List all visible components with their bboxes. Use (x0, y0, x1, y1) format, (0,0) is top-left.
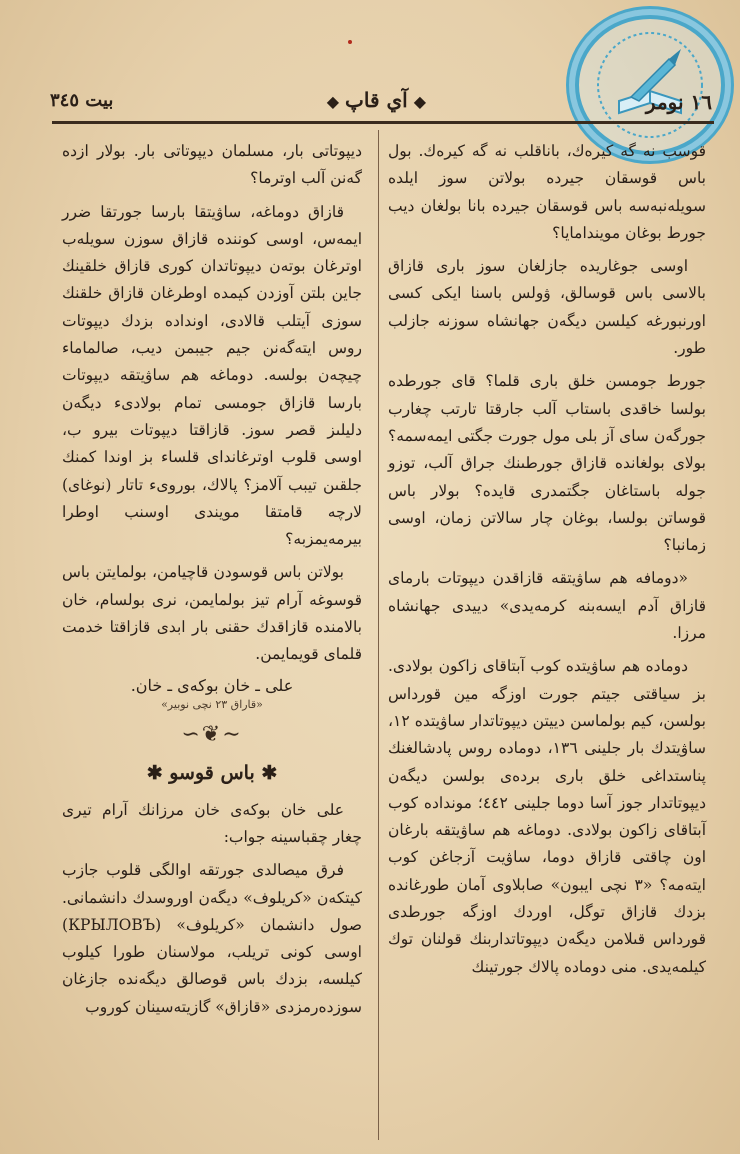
right-column (388, 138, 706, 987)
paragraph: بولاتن باس قوسودن قاچيامن، بولمايتن باس قوسوغه آرام تيز بولمايمن، نرى بولسام، خان بالامنده قازاقدك حقنى بار ابدى قازاقتا خدمت قلماى قويمايمن. (62, 563, 362, 664)
page-number: بيت ٣٤٥ (50, 90, 114, 111)
masthead-text: آي قاپ (345, 88, 408, 112)
section-title: ✱ باس قوسو ✱ (146, 761, 278, 784)
signature-date: «قاراق ٢٣ نچى نوبير» (161, 697, 263, 711)
left-column (62, 138, 362, 1027)
issue-number: ١٦ نومر (645, 90, 712, 114)
ornament-right-icon: ◆ (326, 92, 340, 111)
section-ornament: ∽❦∼ (181, 721, 243, 747)
header-rule (52, 121, 714, 124)
paragraph: «دومافە هم ساۋيتقه قازاقدن ديپوتات بارماى قازاق آدم ايسەبنە كرمەيدى» دييدى جهانشاه مرزا. (388, 569, 706, 643)
paragraph: اوسى جوغاريده جازلغان سوز بارى قازاق بالاسى باس قوسالق، ۋولس باسنا ايكى كسى اورنبورغە كيلسن ديگەن جهانشاه سوزنە جازلب طور. (388, 257, 706, 358)
paragraph: قازاق دوماغە، ساۋيتقا بارسا جورتقا ضرر ايمەس، اوسى كوننده قازاق سوزن سويلەب اوترغان بوتەن ديپوتاتدان كورى قازاق خلقينك جاين بلتن آوزدن كيمده اوطرغان قازاق خلقنك سوزى آيتلب قالادى، اونداده بزدك ديپوتات روس ايتەگەنن جيم جيبمن دیب، صالماماء چيچەن بولسە. دوماغه هم ساۋيتقه ديپوتات بارسا قازاق جومسى تمام بولادىء ديگەن دليلىز قصر سوز. قازاقتا ديپوتات بيرو ب، اوسى قلوب اوترغانداى قلساء بز اوندا كمنك جلقىن تيبب آلامز؟ پالاك، بوروىء تاتار (نوغاى) لارچه قامتقا مويندى اوسنب اوطرا بيرمەيمزبه؟ (62, 202, 362, 549)
paragraph: قوسب نه گه كيرەك، باناقلب نه گه كيرەك. بول باس قوسقان جيرده بولاتن سوز ايلدە سويلەنبەسە باس قوسقان جيرده بانا بولغان دیب جورط بوغان مويندامايا؟ (388, 142, 706, 242)
signature: على ـ خان بوكەى ـ خان. (130, 675, 294, 695)
column-divider (378, 130, 379, 1140)
paragraph: ديپوتاتى بار، مسلمان ديپوتاتى بار. بولار ازده گەنن آلب اوترما؟ (62, 142, 362, 188)
ink-spot (348, 40, 352, 44)
section-body: فرق ميصالدى جورتقه اوالگى قلوب جازب كيتكەن «كريلوف» ديگەن اوروسدك دانشمانى. صول دانشمان «كريلوف» (КРЫЛОВЪ) اوسى كونى تريلب، مولاسنان طورا كيلوب كيلسه، بزدك باس قوصالق ديگەنده جازغان سوزدەرمزدى «قازاق» گازيتەسينان كوروب (62, 861, 362, 1016)
section-intro: على خان بوكەى خان مرزانك آرام تيرى چغار چقباسينه جواب: (62, 800, 362, 846)
masthead-title (321, 88, 432, 112)
page-header (50, 88, 712, 118)
paragraph: جورط جومسن خلق بارى قلما؟ قاى جورطده بولسا خاقدى باستاب آلب جارقتا تارتب چغارب جورگەن ساى آز بلى مول جورت جگتى ايمەسمە؟ بولاى بولغاندە قازاق جورطىنك جراق آلب، توزو جوله باستاغان جگتمدرى قايده؟ بولار باس قوساتن بولسا، بوغان چار سالاتن زمان، اوسى زمانبا؟ (388, 372, 706, 555)
paragraph: دوماده هم ساۋيتده كوب آبتاقاى زاكون بولادى. بز سياقتى جيتم جورت اوزگه مين قورداس بولسن، كيم بولماسن دييتن ديپوتاتدار ساۋيتده ١٢، ساۋيتدك بار جلينى ١٣٦، دوماده روس پادشالغنك پناستداغى خلق بارى برده‌ى بولسن ديگەن ديپوتاتدار جوز آسا دوما جلينى ٤٤٢؛ مونداده كوب آبتاقاى زاكون بولادى. دوماغه هم ساۋيتقه بارغان اون چاقتى قازاق دوما، ساۋيت آزجاغن كوب ايتەمە؟ «٣ نچى ايبون» صابلاوى آمان طورغانده بزدك قازاق توگل، اوردك اوزگه جورطدى قورداس قىلامن ديگەن ديپوتاتداربنك قولنان توك كيلمەيدى. منى دوماده پالاك جورتينك (388, 657, 707, 976)
ornament-left-icon: ◆ (413, 92, 426, 111)
